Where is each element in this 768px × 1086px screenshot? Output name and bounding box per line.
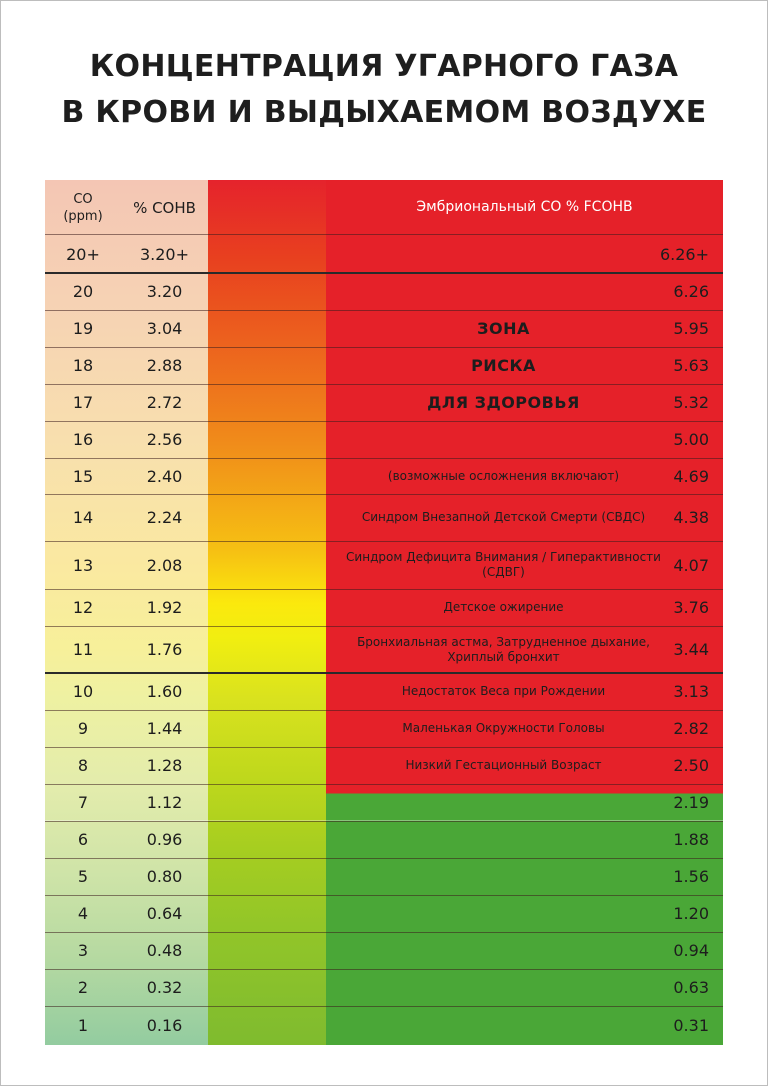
cohb-value: 0.80	[146, 867, 183, 886]
fcohb-value: 6.26+	[659, 244, 709, 264]
fcohb-value: 0.63	[673, 978, 709, 997]
co-ppm-value: 5	[77, 867, 89, 886]
fcohb-value: 1.20	[673, 904, 709, 923]
fcohb-value: 5.00	[673, 430, 709, 449]
co-ppm-value: 4	[77, 904, 89, 923]
health-effect-text	[326, 273, 681, 310]
health-effect-text: РИСКА	[471, 356, 536, 375]
health-effect-text	[326, 969, 681, 1006]
fcohb-value: 0.94	[673, 941, 709, 960]
table-row	[45, 310, 723, 347]
co-ppm-value: 13	[72, 555, 94, 575]
co-unit: (ppm)	[63, 208, 103, 224]
cohb-value: 2.56	[146, 430, 183, 449]
co-ppm-value: 17	[72, 393, 94, 412]
co-ppm-value: 14	[72, 508, 94, 527]
health-effect-text: ДЛЯ ЗДОРОВЬЯ	[427, 393, 580, 412]
co-ppm-value: 20+	[66, 244, 100, 264]
table-row	[45, 421, 723, 458]
cohb-value: 0.32	[146, 978, 183, 997]
table-row	[45, 784, 723, 821]
co-ppm-value: 6	[77, 830, 89, 849]
cohb-value: 2.24	[146, 508, 183, 527]
fcohb-value: 3.13	[673, 682, 709, 701]
fcohb-header: Эмбриональный CO % FCOHB	[416, 199, 633, 215]
co-ppm-value: 11	[72, 640, 94, 659]
table-row	[45, 1006, 723, 1044]
cohb-value: 3.04	[146, 319, 183, 338]
fcohb-value: 6.26	[673, 282, 709, 301]
cohb-value: 1.12	[146, 793, 183, 812]
health-effect-text	[326, 932, 681, 969]
fcohb-value: 5.32	[673, 393, 709, 412]
health-effect-text	[326, 1006, 681, 1044]
table-header	[45, 180, 723, 235]
cohb-value: 2.40	[146, 466, 183, 486]
health-effect-text: Недостаток Веса при Рождении	[401, 684, 606, 698]
co-ppm-value: 12	[72, 598, 94, 617]
co-ppm-value: 19	[72, 319, 94, 338]
cohb-value: 1.60	[146, 682, 183, 701]
table-row	[45, 347, 723, 384]
co-ppm-value: 3	[77, 941, 89, 960]
cohb-value: 3.20	[146, 282, 183, 301]
fcohb-value: 0.31	[673, 1015, 709, 1035]
table-row	[45, 969, 723, 1006]
table-row	[45, 494, 723, 541]
title-line-1: КОНЦЕНТРАЦИЯ УГАРНОГО ГАЗА	[89, 49, 679, 84]
fcohb-value: 4.07	[673, 555, 709, 575]
cohb-value: 1.92	[146, 598, 183, 617]
fcohb-value: 1.88	[673, 830, 709, 849]
health-effect-text	[326, 821, 681, 858]
co-concentration-table	[45, 180, 723, 1045]
cohb-value: 2.08	[146, 555, 183, 575]
health-effect-text: Бронхиальная астма, Затрудненное дыхание, Хриплый бронхит	[357, 634, 650, 664]
co-ppm-value: 2	[77, 978, 89, 997]
health-effect-text: (возможные осложнения включают)	[387, 468, 620, 483]
co-ppm-value: 15	[72, 466, 94, 486]
table-row	[45, 273, 723, 310]
health-effect-text	[326, 858, 681, 895]
table-row	[45, 541, 723, 589]
health-effect-text: Маленькая Окружности Головы	[402, 721, 605, 735]
co-ppm-value: 9	[77, 719, 89, 738]
health-effect-text: ЗОНА	[477, 319, 530, 338]
cohb-value: 0.16	[146, 1015, 183, 1035]
health-effect-text: Низкий Гестационный Возраст	[405, 758, 602, 772]
fcohb-value: 5.63	[673, 356, 709, 375]
cohb-value: 3.20+	[139, 244, 190, 264]
health-effect-text: Детское ожирение	[443, 600, 564, 614]
table-row	[45, 895, 723, 932]
cohb-value: 2.72	[146, 393, 183, 412]
fcohb-value: 1.56	[673, 867, 709, 886]
fcohb-value: 2.82	[673, 719, 709, 738]
fcohb-value: 4.38	[673, 508, 709, 527]
co-ppm-header	[45, 180, 121, 235]
health-effect-text	[326, 784, 681, 821]
fcohb-value: 4.69	[673, 466, 709, 486]
table-row	[45, 589, 723, 626]
fcohb-value: 2.50	[673, 756, 709, 775]
table-row	[45, 384, 723, 421]
cohb-value: 0.64	[146, 904, 183, 923]
health-effect-text	[326, 895, 681, 932]
table-row	[45, 710, 723, 747]
cohb-value: 2.88	[146, 356, 183, 375]
health-effect-text: Синдром Дефицита Внимания / Гиперактивности (СДВГ)	[346, 550, 661, 579]
table-row	[45, 626, 723, 673]
cohb-value: 1.44	[146, 719, 183, 738]
table-row	[45, 821, 723, 858]
health-effect-text	[326, 421, 681, 458]
co-ppm-value: 10	[72, 682, 94, 701]
fcohb-value: 5.95	[673, 319, 709, 338]
co-ppm-value: 8	[77, 756, 89, 775]
table-row	[45, 932, 723, 969]
fcohb-value: 3.76	[673, 598, 709, 617]
co-ppm-value: 18	[72, 356, 94, 375]
co-label: CO	[73, 191, 93, 207]
table-row	[45, 747, 723, 784]
cohb-value: 0.48	[146, 941, 183, 960]
co-ppm-value: 1	[77, 1015, 89, 1035]
co-ppm-value: 16	[72, 430, 94, 449]
zone-divider	[45, 820, 723, 821]
co-ppm-value: 20	[72, 282, 94, 301]
fcohb-value: 2.19	[673, 793, 709, 812]
title-line-2: В КРОВИ И ВЫДЫХАЕМОМ ВОЗДУХЕ	[61, 95, 707, 130]
fcohb-value: 3.44	[673, 640, 709, 659]
health-effect-text: Синдром Внезапной Детской Смерти (СВДС)	[361, 510, 646, 524]
table-row	[45, 458, 723, 494]
page-title	[0, 44, 768, 136]
table-row	[45, 858, 723, 895]
health-effect-text	[326, 235, 681, 273]
co-ppm-value: 7	[77, 793, 89, 812]
cohb-value: 1.76	[146, 640, 183, 659]
cohb-header: % COHB	[133, 198, 196, 217]
cohb-value: 1.28	[146, 756, 183, 775]
table-row	[45, 235, 723, 273]
cohb-value: 0.96	[146, 830, 183, 849]
table-row	[45, 673, 723, 710]
